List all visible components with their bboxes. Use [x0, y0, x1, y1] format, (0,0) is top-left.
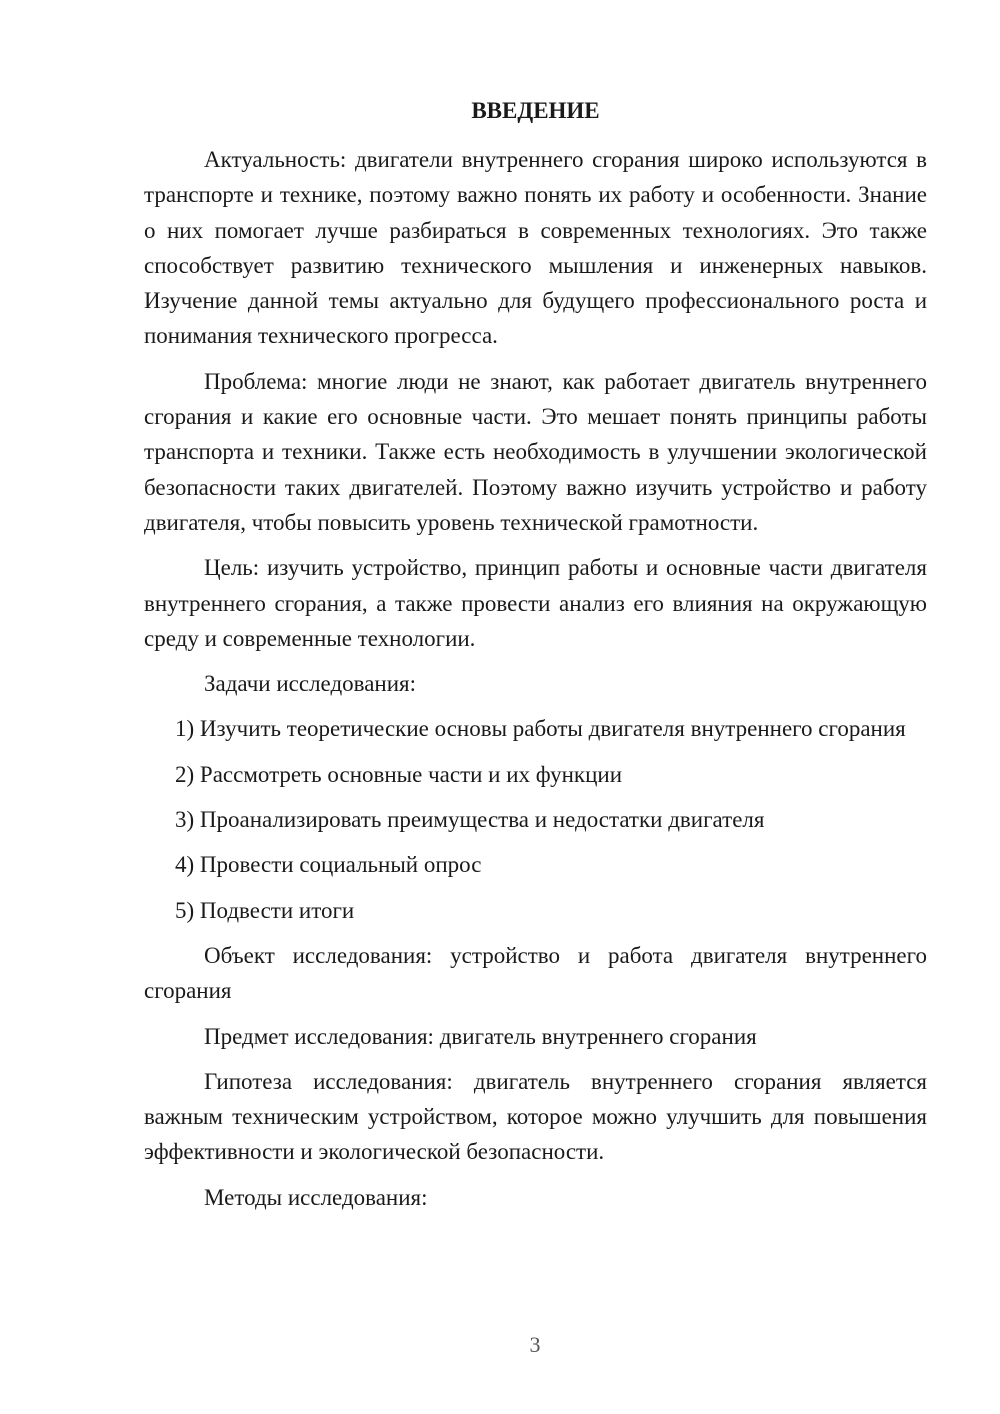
paragraph-hypothesis: Гипотеза исследования: двигатель внутреннего сгорания является важным техническим устройством, которое можно улучшить для повышения эффективности и экологической безопасности.: [144, 1068, 927, 1165]
paragraph-tasks-heading: Задачи исследования:: [204, 671, 417, 697]
paragraph-goal: Цель: изучить устройство, принцип работы и основные части двигателя внутреннего сгорания, а также провести анализ его влияния на окружающую среду и современные технологии.: [144, 555, 927, 651]
task-item-5: 5) Подвести итоги: [175, 897, 355, 923]
task-item-2: 2) Рассмотреть основные части и их функции: [175, 761, 623, 787]
page-number: 3: [529, 1332, 541, 1357]
task-item-4: 4) Провести социальный опрос: [175, 852, 482, 878]
paragraph-problem: Проблема: многие люди не знают, как работает двигатель внутреннего сгорания и какие его основные части. Это мешает понять принципы работы транспорта и техники. Также есть необходимость в улучшении экологической безопасности таких двигателей. Поэтому важно изучить устройство и работу двигателя, чтобы повысить уровень технической грамотности.: [144, 368, 927, 535]
paragraph-relevance: Актуальность: двигатели внутреннего сгорания широко используются в транспорте и технике, поэтому важно понять их работу и особенности. Знание о них помогает лучше разбираться в современных технологиях. Это также способствует развитию технического мышления и инженерных навыков. Изучение данной темы актуально для будущего профессионального роста и понимания технического прогресса.: [144, 147, 927, 349]
page-title: ВВЕДЕНИЕ: [471, 98, 600, 123]
paragraph-subject: Предмет исследования: двигатель внутреннего сгорания: [204, 1023, 757, 1049]
document-page: [144, 96, 927, 1225]
task-item-1: 1) Изучить теоретические основы работы двигателя внутреннего сгорания: [175, 716, 906, 742]
paragraph-object: Объект исследования: устройство и работа двигателя внутреннего сгорания: [144, 942, 927, 1004]
paragraph-methods: Методы исследования:: [204, 1184, 428, 1210]
task-item-3: 3) Проанализировать преимущества и недостатки двигателя: [175, 807, 765, 833]
